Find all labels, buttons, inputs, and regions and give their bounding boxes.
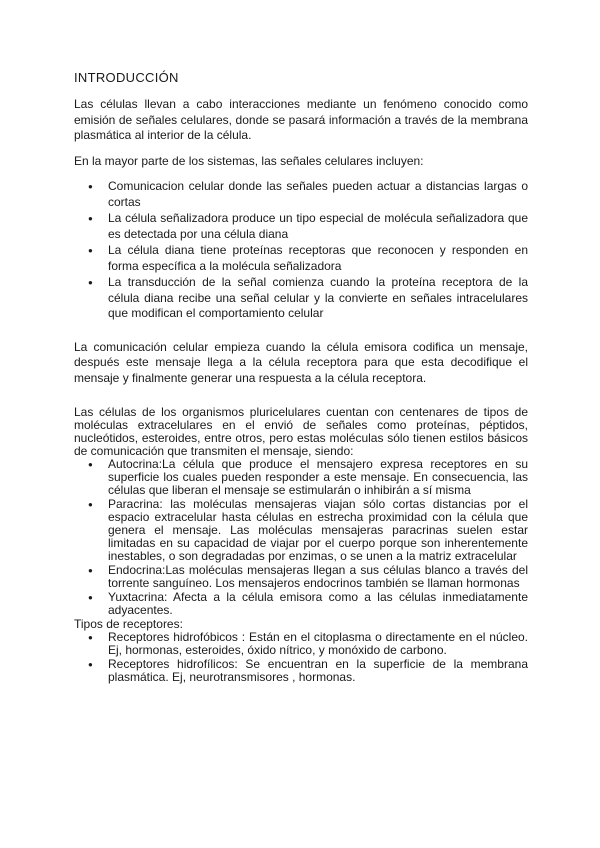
communication-types-list (74, 458, 528, 617)
list-item: ● Receptores hidrofóbicos : Están en el citoplasma o directamente en el núcleo. Ej, hormonas, esteroides, óxido nítrico, y monóxido de carbono. (74, 631, 528, 657)
communication-paragraph: La comunicación celular empieza cuando la célula emisora codifica un mensaje, después este mensaje llega a la célula receptora para que esta decodifique el mensaje y finalmente generar una respuesta a la célula receptora. (74, 339, 528, 385)
list-item: ● Yuxtacrina: Afecta a la célula emisora como a las células inmediatamente adyacentes. (74, 591, 528, 617)
receptor-types-heading: Tipos de receptores: (74, 617, 183, 631)
list-item: ● La transducción de la señal comienza cuando la proteína receptora de la célula diana recibe una señal celular y la convierte en señales intracelulares que modifican el comportamiento celular (74, 275, 528, 322)
receptor-types-list (74, 631, 528, 684)
systems-paragraph: En la mayor parte de los sistemas, las señales celulares incluyen: (74, 153, 424, 168)
list-item: ● Receptores hidrofílicos: Se encuentran en la superficie de la membrana plasmática. Ej, neurotransmisores , hormonas. (74, 658, 528, 684)
list-item: ● Autocrina:La célula que produce el mensajero expresa receptores en su superficie los cuales pueden responder a este mensaje. En consecuencia, las células que liberan el mensaje se estimularán o inhibirán a sí misma (74, 458, 528, 497)
list-item: ● La célula diana tiene proteínas receptoras que reconocen y responden en forma específica a la molécula señalizadora (74, 243, 528, 274)
signal-list (74, 179, 528, 322)
intro-paragraph: Las células llevan a cabo interacciones mediante un fenómeno conocido como emisión de señales celulares, donde se pasará información a través de la membrana plasmática al interior de la célula. (74, 97, 528, 142)
document-title: INTRODUCCIÓN (74, 70, 179, 85)
list-item: ● Endocrina:Las moléculas mensajeras llegan a sus células blanco a través del torrente sanguíneo. Los mensajeros endocrinos también se llaman hormonas (74, 564, 528, 590)
list-item: ● Paracrina: las moléculas mensajeras viajan sólo cortas distancias por el espacio extracelular hasta células en estrecha proximidad con la célula que genera el mensaje. Las moléculas mensajeras paracrinas suelen estar limitadas en su capacidad de viajar por el cuerpo porque son inherentemente inestables, o son degradadas por enzimas, o se unen a la matriz extracelular (74, 498, 528, 563)
organisms-paragraph: Las células de los organismos pluricelulares cuentan con centenares de tipos de moléculas extracelulares en el envió de señales como proteínas, péptidos, nucleótidos, esteroides, entre otros, pero estas moléculas sólo tienen estilos básicos de comunicación que transmiten el mensaje, siendo: (74, 405, 528, 458)
list-item: ● Comunicacion celular donde las señales pueden actuar a distancias largas o cortas (74, 179, 528, 210)
document-page (74, 70, 528, 685)
list-item: ● La célula señalizadora produce un tipo especial de molécula señalizadora que es detectada por una célula diana (74, 211, 528, 242)
